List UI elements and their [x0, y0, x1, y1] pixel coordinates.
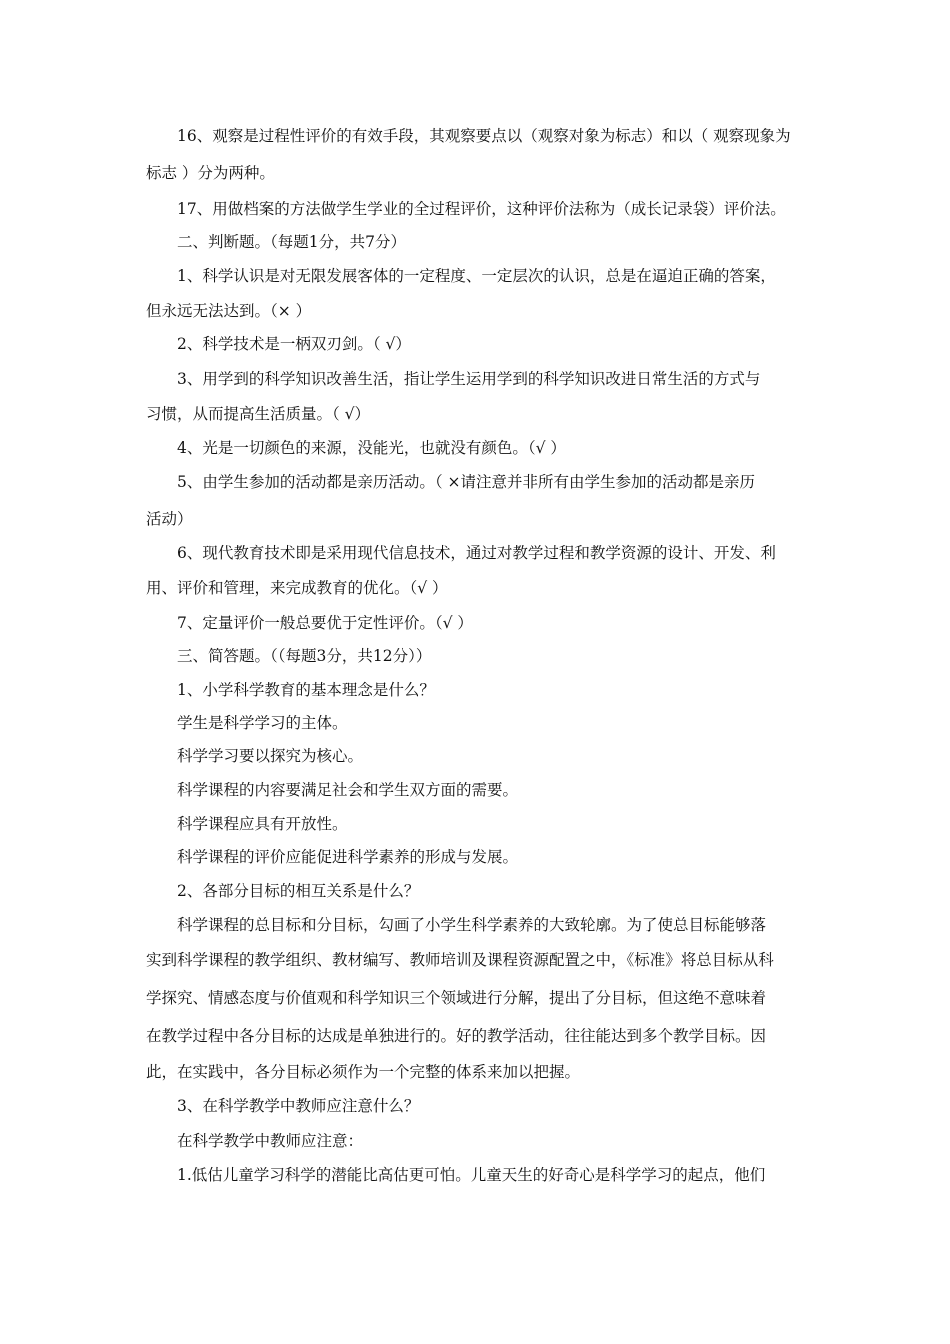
question-line: 2、各部分目标的相互关系是什么？	[177, 882, 420, 900]
text-line: 但永远无法达到。（× ）	[146, 302, 312, 320]
answer-line: 科学学习要以探究为核心。	[177, 747, 364, 765]
answer-line: 科学课程应具有开放性。	[177, 815, 348, 833]
text-line: 在教学过程中各分目标的达成是单独进行的。好的教学活动，往往能达到多个教学目标。因	[146, 1027, 767, 1045]
text-line: 用、评价和管理，来完成教育的优化。（√ ）	[146, 579, 448, 597]
text-line: 学探究、情感态度与价值观和科学知识三个领域进行分解，提出了分目标，但这绝不意味着	[146, 989, 767, 1007]
text-line: 科学课程的总目标和分目标，勾画了小学生科学素养的大致轮廓。为了使总目标能够落	[177, 916, 767, 934]
text-line: 16、观察是过程性评价的有效手段，其观察要点以（观察对象为标志）和以（ 观察现象为	[177, 127, 791, 145]
text-line: 此，在实践中，各分目标必须作为一个完整的体系来加以把握。	[146, 1063, 581, 1081]
text-line: 1.低估儿童学习科学的潜能比高估更可怕。儿童天生的好奇心是科学学习的起点，他们	[177, 1166, 766, 1184]
answer-line: 科学课程的内容要满足社会和学生双方面的需要。	[177, 781, 519, 799]
text-line: 17、用做档案的方法做学生学业的全过程评价，这种评价法称为（成长记录袋）评价法。	[177, 200, 786, 218]
text-line: 1、科学认识是对无限发展客体的一定程度、一定层次的认识，总是在逼迫正确的答案，	[177, 267, 776, 285]
section-heading: 二、判断题。（每题1分，共7分）	[177, 233, 406, 251]
answer-line: 在科学教学中教师应注意：	[177, 1132, 364, 1150]
text-line: 实到科学课程的教学组织、教材编写、教师培训及课程资源配置之中，《标准》将总目标从科	[146, 951, 774, 969]
text-line: 活动）	[146, 510, 193, 528]
question-line: 1、小学科学教育的基本理念是什么？	[177, 681, 435, 699]
section-heading: 三、简答题。（（每题3分，共12分））	[177, 647, 432, 665]
text-line: 标志 ）分为两种。	[146, 164, 275, 182]
text-line: 4、光是一切颜色的来源，没能光，也就没有颜色。（√ ）	[177, 439, 566, 457]
text-line: 5、由学生参加的活动都是亲历活动。（ ×请注意并非所有由学生参加的活动都是亲历	[177, 473, 756, 491]
text-line: 6、现代教育技术即是采用现代信息技术，通过对教学过程和教学资源的设计、开发、利	[177, 544, 776, 562]
answer-line: 科学课程的评价应能促进科学素养的形成与发展。	[177, 848, 519, 866]
text-line: 7、定量评价一般总要优于定性评价。（√ ）	[177, 614, 473, 632]
text-line: 3、用学到的科学知识改善生活，指让学生运用学到的科学知识改进日常生活的方式与	[177, 370, 761, 388]
question-line: 3、在科学教学中教师应注意什么？	[177, 1097, 420, 1115]
text-line: 习惯，从而提高生活质量。（ √）	[146, 405, 371, 423]
answer-line: 学生是科学学习的主体。	[177, 714, 348, 732]
text-line: 2、科学技术是一柄双刃剑。（ √）	[177, 335, 411, 353]
